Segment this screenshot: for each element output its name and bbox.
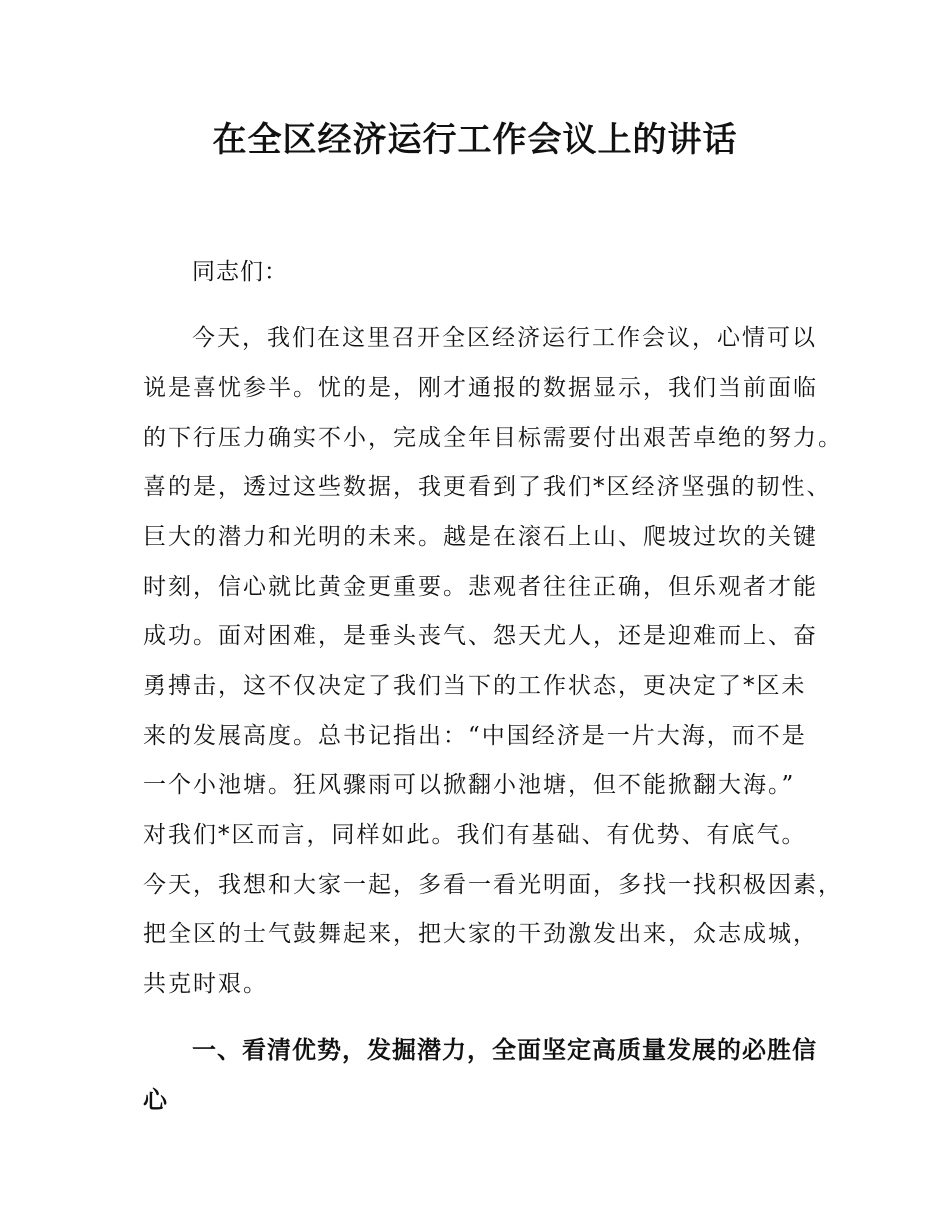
paragraph-line: 对我们*区而言，同样如此。我们有基础、有优势、有底气。 [143,822,807,848]
paragraph-line: 今天，我们在这里召开全区经济运行工作会议，心情可以 [192,325,817,351]
section-heading-line: 一、看清优势，发掘潜力，全面坚定高质量发展的必胜信 [192,1035,817,1064]
paragraph-line: 说是喜忧参半。忧的是，刚才通报的数据显示，我们当前面临 [143,375,818,401]
paragraph-line: 来的发展高度。总书记指出：“中国经济是一片大海，而不是 [143,723,807,749]
paragraph-line: 成功。面对困难，是垂头丧气、怨天尤人，还是迎难而上、奋 [143,623,818,649]
paragraph-line: 勇搏击，这不仅决定了我们当下的工作状态，更决定了*区未 [143,673,807,699]
paragraph-line: 一个小池塘。狂风骤雨可以掀翻小池塘，但不能掀翻大海。” [143,772,796,798]
section-heading-line: 心 [143,1085,168,1114]
document-title: 在全区经济运行工作会议上的讲话 [212,120,738,160]
paragraph-line: 的下行压力确实不小，完成全年目标需要付出艰苦卓绝的努力。 [143,425,843,451]
salutation: 同志们： [192,259,288,285]
paragraph-line: 喜的是，透过这些数据，我更看到了我们*区经济坚强的韧性、 [143,474,832,500]
paragraph-line: 共克时艰。 [143,971,268,997]
paragraph-line: 巨大的潜力和光明的未来。越是在滚石上山、爬坡过坎的关键 [143,524,818,550]
paragraph-line: 把全区的士气鼓舞起来，把大家的干劲激发出来，众志成城， [143,921,818,947]
paragraph-line: 今天，我想和大家一起，多看一看光明面，多找一找积极因素， [143,872,843,898]
paragraph-line: 时刻，信心就比黄金更重要。悲观者往往正确，但乐观者才能 [143,574,818,600]
